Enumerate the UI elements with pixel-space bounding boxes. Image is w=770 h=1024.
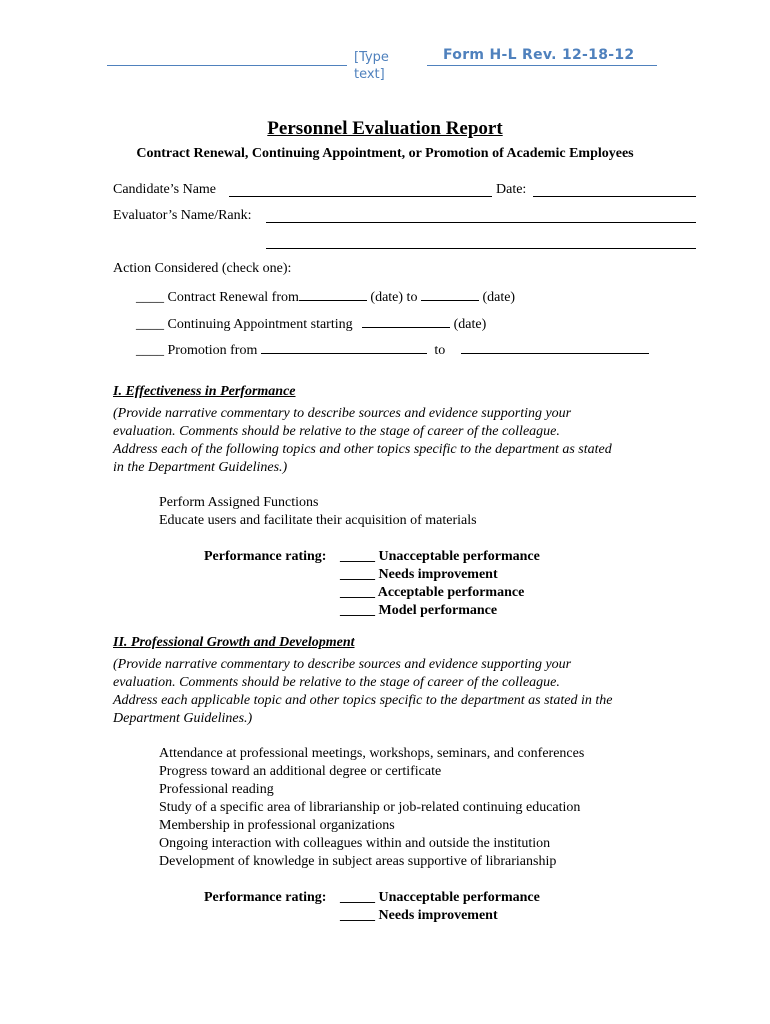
option-label: Promotion from	[167, 343, 258, 358]
instruction-line: evaluation. Comments should be relative to the stage of career of the colleague.	[113, 675, 560, 690]
appointment-date-field[interactable]	[362, 315, 450, 328]
option-label: Contract Renewal from	[167, 290, 299, 305]
section1-heading: I. Effectiveness in Performance	[113, 384, 296, 399]
section1-rating-label: Performance rating:	[204, 549, 327, 564]
section2-topics	[159, 745, 584, 871]
option-continuing-appointment	[136, 315, 486, 333]
rating-option[interactable]: _____ Needs improvement	[340, 908, 498, 923]
rating-option[interactable]: _____ Model performance	[340, 603, 498, 618]
section2-ratings	[340, 889, 540, 925]
section1-topics	[159, 494, 477, 530]
section1-ratings	[340, 548, 540, 620]
rating-option[interactable]: _____ Unacceptable performance	[340, 549, 540, 564]
option-to: to	[434, 343, 446, 358]
option-contract-renewal	[136, 288, 515, 306]
page-subtitle: Contract Renewal, Continuing Appointment, or Promotion of Academic Employees	[136, 146, 634, 161]
section2-rating-label: Performance rating:	[204, 890, 327, 905]
instruction-line: (Provide narrative commentary to describe sources and evidence supporting your	[113, 406, 572, 421]
topic-item: Educate users and facilitate their acquisition of materials	[159, 513, 477, 528]
date-label: Date:	[496, 182, 527, 197]
evaluator-label: Evaluator’s Name/Rank:	[113, 208, 252, 223]
header-placeholder-text[interactable]: [Type text]	[354, 50, 389, 82]
date-field[interactable]	[533, 196, 696, 197]
topic-item: Ongoing interaction with colleagues within and outside the institution	[159, 836, 551, 851]
instruction-line: (Provide narrative commentary to describe sources and evidence supporting your	[113, 657, 572, 672]
option-label: Continuing Appointment starting	[167, 317, 353, 332]
topic-item: Professional reading	[159, 782, 274, 797]
instruction-line: in the Department Guidelines.)	[113, 460, 288, 475]
topic-item: Progress toward an additional degree or certificate	[159, 764, 442, 779]
instruction-line: Department Guidelines.)	[113, 711, 253, 726]
option-date-to: (date) to	[370, 290, 418, 305]
promotion-to-field[interactable]	[461, 341, 649, 354]
option-checkbox-blank[interactable]: ____	[136, 290, 164, 305]
option-date-suffix: (date)	[453, 317, 487, 332]
section2-heading: II. Professional Growth and Development	[113, 635, 355, 650]
option-checkbox-blank[interactable]: ____	[136, 317, 164, 332]
renewal-to-date-field[interactable]	[421, 288, 479, 301]
header-right-rule	[427, 65, 657, 66]
header-form-id: Form H-L Rev. 12-18-12	[443, 47, 635, 63]
option-promotion	[136, 341, 649, 359]
rating-option[interactable]: _____ Needs improvement	[340, 567, 498, 582]
candidate-name-field[interactable]	[229, 196, 492, 197]
instruction-line: evaluation. Comments should be relative to the stage of career of the colleague.	[113, 424, 560, 439]
action-heading: Action Considered (check one):	[113, 261, 292, 276]
promotion-from-field[interactable]	[261, 341, 427, 354]
option-checkbox-blank[interactable]: ____	[136, 343, 164, 358]
topic-item: Study of a specific area of librarianship or job-related continuing education	[159, 800, 581, 815]
page-title: Personnel Evaluation Report	[267, 118, 503, 139]
rating-option[interactable]: _____ Unacceptable performance	[340, 890, 540, 905]
topic-item: Membership in professional organizations	[159, 818, 395, 833]
evaluator-field[interactable]	[266, 222, 696, 223]
renewal-from-date-field[interactable]	[299, 288, 367, 301]
rating-option[interactable]: _____ Acceptable performance	[340, 585, 525, 600]
header-left-rule	[107, 65, 347, 66]
option-date-suffix: (date)	[482, 290, 516, 305]
evaluator-field-line2[interactable]	[266, 248, 696, 249]
section2-instructions	[113, 656, 613, 728]
section1-instructions	[113, 405, 612, 477]
topic-item: Development of knowledge in subject areas supportive of librarianship	[159, 854, 557, 869]
instruction-line: Address each applicable topic and other topics specific to the department as stated in the	[113, 693, 613, 708]
topic-item: Attendance at professional meetings, workshops, seminars, and conferences	[159, 746, 585, 761]
topic-item: Perform Assigned Functions	[159, 495, 319, 510]
candidate-name-label: Candidate’s Name	[113, 182, 217, 197]
instruction-line: Address each of the following topics and other topics specific to the department as stated	[113, 442, 612, 457]
